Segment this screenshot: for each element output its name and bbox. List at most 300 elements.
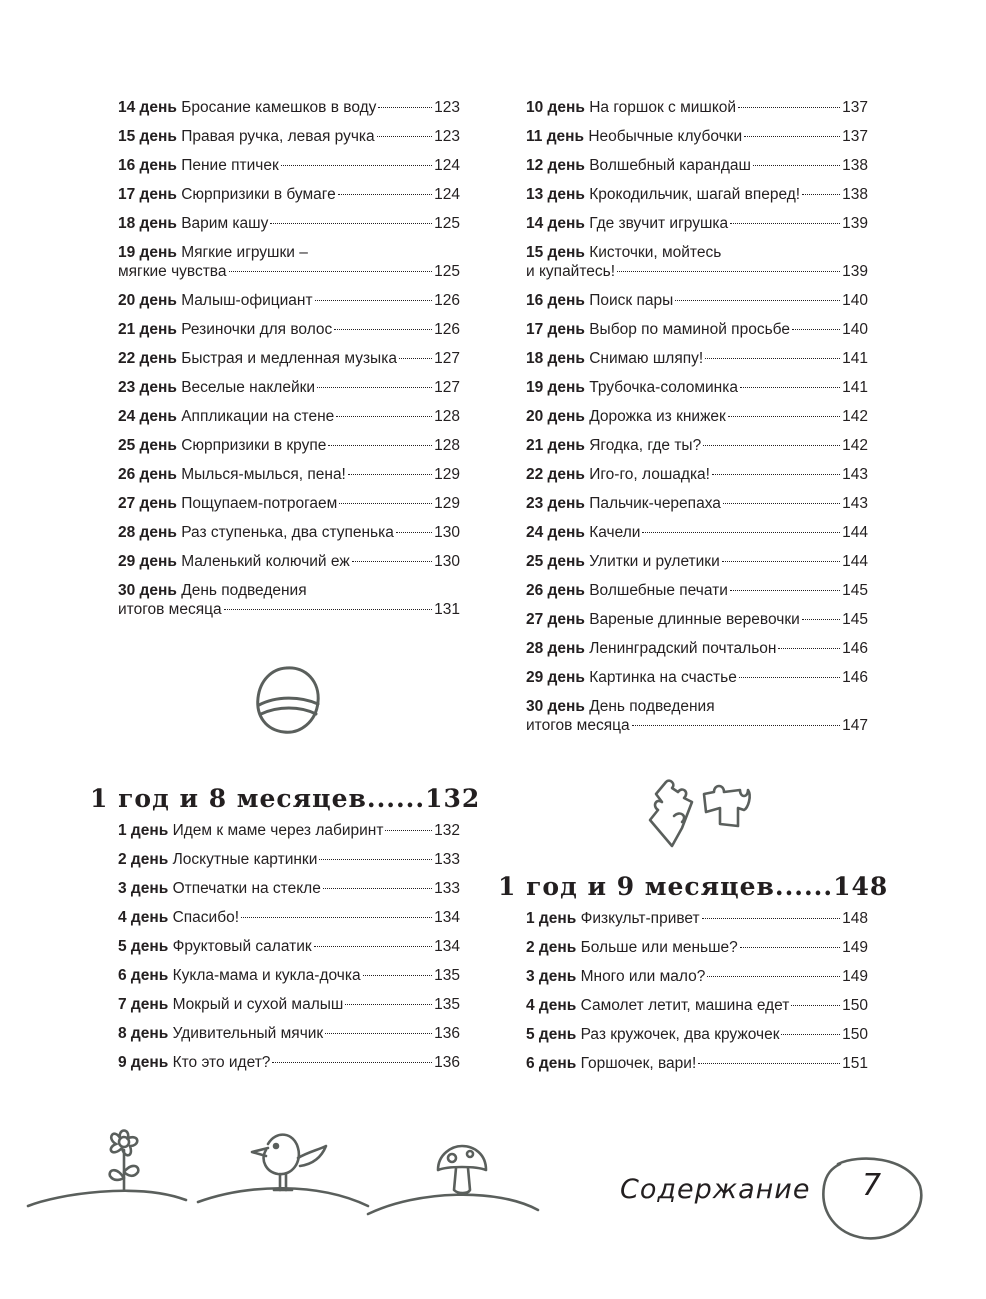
toc-entry-page: 133	[434, 851, 460, 868]
toc-entry-label	[118, 966, 361, 985]
toc-entry-day: 24 день	[118, 408, 177, 425]
toc-entry-page: 141	[842, 350, 868, 367]
toc-entry-leader	[319, 859, 432, 860]
toc-entry[interactable]	[118, 850, 460, 869]
toc-entry[interactable]	[118, 378, 460, 397]
toc-entry-leader	[348, 474, 432, 475]
toc-entry-title: Удивительный мячик	[172, 1025, 324, 1042]
toc-entry-leader	[723, 503, 840, 504]
toc-entry-label	[118, 127, 375, 146]
toc-entry-title: Трубочка-соломинка	[589, 379, 738, 396]
toc-entry-title: Бросание камешков в воду	[181, 99, 377, 116]
toc-entry-day: 16 день	[526, 292, 585, 309]
toc-entry[interactable]	[526, 581, 868, 600]
toc-entry-title: Ленинградский почтальон	[589, 640, 777, 657]
toc-entry-title: Раз ступенька, два ступенька	[181, 524, 394, 541]
toc-entry-page: 125	[434, 263, 460, 280]
toc-entry-label	[118, 552, 350, 571]
toc-entry[interactable]	[526, 668, 868, 687]
toc-entry-day: 8 день	[118, 1025, 169, 1042]
toc-entry-title: Сюрпризики в крупе	[181, 437, 327, 454]
toc-entry-day: 30 день	[118, 582, 177, 599]
toc-entry-title: Ягодка, где ты?	[589, 437, 702, 454]
toc-entry-title: Картинка на счастье	[589, 669, 737, 686]
toc-entry-title: Снимаю шляпу!	[589, 350, 704, 367]
toc-entry[interactable]	[118, 1024, 460, 1043]
toc-entry[interactable]	[526, 465, 868, 484]
flower-icon	[94, 1126, 154, 1216]
toc-entry-label	[526, 967, 705, 986]
toc-entry-label	[118, 185, 336, 204]
toc-entry-label	[526, 1025, 779, 1044]
toc-entry-label	[526, 436, 701, 455]
toc-entry-title: День подведения	[181, 582, 307, 599]
toc-entry-day: 30 день	[526, 698, 585, 715]
toc-entry-day: 6 день	[118, 967, 169, 984]
toc-entry-day: 17 день	[526, 321, 585, 338]
toc-entry-day: 6 день	[526, 1055, 577, 1072]
toc-entry-page: 142	[842, 408, 868, 425]
toc-entry-leader	[378, 107, 432, 108]
toc-entry[interactable]	[526, 552, 868, 571]
toc-entry-title-continued: и купайтесь!	[526, 263, 616, 280]
toc-entry-page: 125	[434, 215, 460, 232]
toc-entry[interactable]	[118, 98, 460, 117]
toc-entry-day: 21 день	[118, 321, 177, 338]
toc-entry-title-continued: мягкие чувства	[118, 263, 227, 280]
toc-entry-label	[118, 407, 334, 426]
toc-9-months-list	[526, 909, 868, 1083]
toc-entry-leader	[740, 387, 840, 388]
toc-entry-page: 143	[842, 466, 868, 483]
toc-entry-title: Волшебные печати	[589, 582, 728, 599]
toc-entry-title: Раз кружочек, два кружочек	[580, 1026, 780, 1043]
toc-entry-page: 149	[842, 968, 868, 985]
toc-entry-label	[118, 494, 337, 513]
toc-entry-title: Качели	[589, 524, 641, 541]
toc-entry-label	[526, 320, 790, 339]
toc-entry[interactable]	[118, 1053, 460, 1072]
toc-entry[interactable]	[526, 610, 868, 629]
toc-entry-page: 137	[842, 128, 868, 145]
toc-entry-page: 137	[842, 99, 868, 116]
toc-entry-label	[526, 407, 726, 426]
toc-entry-title: Кисточки, мойтесь	[589, 244, 722, 261]
toc-entry-page: 145	[842, 611, 868, 628]
toc-entry[interactable]	[118, 243, 460, 281]
toc-entry[interactable]	[118, 156, 460, 175]
toc-entry-leader	[396, 532, 432, 533]
toc-entry-page: 139	[842, 215, 868, 232]
toc-entry-day: 11 день	[526, 128, 585, 145]
toc-entry[interactable]	[526, 1054, 868, 1073]
toc-entry-day: 19 день	[526, 379, 585, 396]
toc-entry-page: 146	[842, 640, 868, 657]
toc-entry-page: 145	[842, 582, 868, 599]
toc-entry-title: Пение птичек	[181, 157, 279, 174]
toc-entry-title: Крокодильчик, шагай вперед!	[589, 186, 801, 203]
toc-entry-leader	[703, 445, 840, 446]
toc-entry[interactable]	[118, 349, 460, 368]
toc-entry-leader	[270, 223, 432, 224]
toc-entry-label	[118, 908, 239, 927]
toc-entry-page: 123	[434, 128, 460, 145]
toc-entry-page: 139	[842, 263, 868, 280]
toc-entry-label	[118, 821, 383, 840]
toc-entry-page: 138	[842, 157, 868, 174]
toc-entry-day: 5 день	[118, 938, 169, 955]
toc-entry[interactable]	[526, 436, 868, 455]
toc-entry-day: 21 день	[526, 437, 585, 454]
toc-entry-title: Самолет летит, машина едет	[580, 997, 790, 1014]
toc-entry-page: 128	[434, 437, 460, 454]
toc-entry[interactable]	[526, 996, 868, 1015]
toc-entry-label	[526, 1054, 696, 1073]
toc-entry-page: 140	[842, 321, 868, 338]
toc-entry-title: Маленький колючий еж	[181, 553, 350, 570]
toc-entry-label	[526, 156, 751, 175]
toc-entry-page: 127	[434, 350, 460, 367]
toc-entry[interactable]	[526, 407, 868, 426]
toc-entry-label	[118, 291, 313, 310]
toc-entry-title: Выбор по маминой просьбе	[589, 321, 790, 338]
toc-entry[interactable]	[526, 494, 868, 513]
mushroom-icon	[432, 1140, 492, 1200]
toc-entry-day: 20 день	[526, 408, 585, 425]
toc-entry-page: 150	[842, 1026, 868, 1043]
toc-entry-leader	[632, 725, 841, 726]
toc-entry[interactable]	[526, 214, 868, 233]
toc-entry-title: Спасибо!	[172, 909, 240, 926]
toc-entry-label	[526, 523, 640, 542]
toc-entry[interactable]	[118, 937, 460, 956]
toc-entry[interactable]	[118, 908, 460, 927]
toc-entry-day: 14 день	[118, 99, 177, 116]
toc-entry-title: Сюрпризики в бумаге	[181, 186, 336, 203]
toc-entry-leader	[642, 532, 840, 533]
toc-entry-leader	[617, 271, 840, 272]
toc-entry[interactable]	[118, 821, 460, 840]
toc-entry[interactable]	[526, 185, 868, 204]
toc-entry[interactable]	[118, 465, 460, 484]
toc-entry-day: 22 день	[526, 466, 585, 483]
toc-entry-leader	[328, 445, 432, 446]
toc-entry-leader	[314, 946, 432, 947]
toc-right-list	[526, 98, 868, 745]
toc-entry-day: 29 день	[526, 669, 585, 686]
toc-entry-title: Дорожка из книжек	[589, 408, 726, 425]
toc-entry-label	[526, 378, 738, 397]
toc-entry-title: Физкульт-привет	[580, 910, 700, 927]
toc-entry[interactable]	[526, 127, 868, 146]
toc-entry-title: Малыш-официант	[181, 292, 313, 309]
toc-entry-leader	[802, 194, 840, 195]
toc-entry-title: Варим кашу	[181, 215, 269, 232]
toc-entry-day: 29 день	[118, 553, 177, 570]
toc-entry[interactable]	[526, 291, 868, 310]
toc-entry-day: 17 день	[118, 186, 177, 203]
toc-entry-leader	[334, 329, 432, 330]
toc-entry-day: 23 день	[118, 379, 177, 396]
toc-entry-day: 26 день	[526, 582, 585, 599]
toc-entry-page: 144	[842, 553, 868, 570]
toc-entry-day: 4 день	[526, 997, 577, 1014]
toc-entry-title: День подведения	[589, 698, 715, 715]
toc-entry-leader	[317, 387, 432, 388]
toc-entry-page: 148	[842, 910, 868, 927]
toc-entry-label	[526, 185, 800, 204]
toc-entry[interactable]	[526, 909, 868, 928]
toc-entry-leader	[675, 300, 840, 301]
toc-entry-label	[118, 214, 268, 233]
toc-entry-label	[526, 996, 789, 1015]
toc-entry-title: Много или мало?	[580, 968, 706, 985]
toc-entry[interactable]	[526, 523, 868, 542]
toc-entry[interactable]	[118, 995, 460, 1014]
toc-entry-page: 146	[842, 669, 868, 686]
toc-entry-page: 140	[842, 292, 868, 309]
toc-entry-label	[526, 668, 737, 687]
toc-entry-page: 129	[434, 495, 460, 512]
toc-entry-page: 123	[434, 99, 460, 116]
toc-entry-page: 126	[434, 292, 460, 309]
toc-entry-leader	[345, 1004, 432, 1005]
toc-entry-page: 124	[434, 186, 460, 203]
toc-entry-leader	[712, 474, 840, 475]
toc-entry[interactable]	[118, 407, 460, 426]
toc-entry-day: 12 день	[526, 157, 585, 174]
toc-entry-label	[526, 639, 776, 658]
toc-entry-title: Пощупаем-потрогаем	[181, 495, 338, 512]
toc-entry-label	[118, 523, 394, 542]
section-title-8-months: 1 год и 8 месяцев......132	[90, 784, 481, 813]
toc-entry-label	[118, 937, 312, 956]
toc-entry-day: 15 день	[118, 128, 177, 145]
toc-entry[interactable]	[526, 967, 868, 986]
toc-entry[interactable]	[526, 639, 868, 658]
toc-entry-leader	[702, 918, 841, 919]
toc-entry-title: Правая ручка, левая ручка	[181, 128, 375, 145]
toc-entry-leader	[229, 271, 433, 272]
toc-entry-label	[526, 127, 742, 146]
section-title-9-months: 1 год и 9 месяцев......148	[498, 872, 889, 901]
toc-entry-leader	[698, 1063, 840, 1064]
toc-entry-page: 128	[434, 408, 460, 425]
toc-entry[interactable]	[118, 581, 460, 619]
toc-entry-leader	[730, 223, 840, 224]
toc-entry-label	[526, 938, 738, 957]
toc-entry-leader	[272, 1062, 432, 1063]
toc-entry-day: 24 день	[526, 524, 585, 541]
toc-entry-leader	[363, 975, 433, 976]
toc-entry-label	[526, 465, 710, 484]
toc-entry-label	[118, 1024, 323, 1043]
toc-entry-day: 13 день	[526, 186, 585, 203]
toc-entry-page: 127	[434, 379, 460, 396]
toc-entry-leader	[802, 619, 840, 620]
toc-entry-day: 22 день	[118, 350, 177, 367]
toc-entry-page: 138	[842, 186, 868, 203]
toc-entry-leader	[385, 830, 432, 831]
toc-entry[interactable]	[526, 243, 868, 281]
toc-entry-leader	[377, 136, 432, 137]
toc-entry-title: Поиск пары	[589, 292, 674, 309]
toc-entry-label	[118, 465, 346, 484]
toc-entry-title: Быстрая и медленная музыка	[181, 350, 397, 367]
toc-entry-title: Мокрый и сухой малыш	[172, 996, 344, 1013]
toc-entry-title: Кукла-мама и кукла-дочка	[172, 967, 361, 984]
toc-entry-title: Где звучит игрушка	[589, 215, 729, 232]
toc-entry-leader	[338, 194, 432, 195]
toc-entry[interactable]	[526, 697, 868, 735]
toc-entry[interactable]	[118, 436, 460, 455]
toc-entry-day: 1 день	[118, 822, 169, 839]
toc-entry-day: 3 день	[118, 880, 169, 897]
toc-entry[interactable]	[118, 879, 460, 898]
toc-entry[interactable]	[526, 938, 868, 957]
toc-entry[interactable]	[118, 185, 460, 204]
toc-entry-page: 132	[434, 822, 460, 839]
toc-entry-leader	[707, 976, 840, 977]
bird-icon	[246, 1128, 336, 1218]
toc-entry-page: 130	[434, 524, 460, 541]
toc-entry-day: 2 день	[526, 939, 577, 956]
toc-entry-label	[118, 850, 317, 869]
footer-section-label: Содержание	[620, 1174, 811, 1205]
toc-entry[interactable]	[118, 214, 460, 233]
toc-entry[interactable]	[118, 291, 460, 310]
toc-entry-day: 19 день	[118, 244, 177, 261]
toc-entry-page: 135	[434, 996, 460, 1013]
toc-entry-leader	[722, 561, 840, 562]
toc-entry-page: 134	[434, 938, 460, 955]
toc-entry-label	[118, 320, 332, 339]
toc-entry[interactable]	[118, 552, 460, 571]
toc-8-months-list	[118, 821, 460, 1082]
toc-entry-title: Горшочек, вари!	[580, 1055, 697, 1072]
toc-entry-title: Мылься-мылься, пена!	[181, 466, 346, 483]
toc-entry-label	[118, 436, 326, 455]
toc-entry-page: 149	[842, 939, 868, 956]
toc-entry-title: Необычные клубочки	[588, 128, 743, 145]
toc-entry-label	[526, 610, 800, 629]
toc-entry-day: 25 день	[526, 553, 585, 570]
toc-entry[interactable]	[526, 378, 868, 397]
toc-entry-title-continued: итогов месяца	[526, 717, 630, 734]
toc-entry-title: Веселые наклейки	[181, 379, 316, 396]
toc-entry-day: 18 день	[526, 350, 585, 367]
toc-entry[interactable]	[118, 966, 460, 985]
toc-entry[interactable]	[118, 127, 460, 146]
toc-entry-page: 124	[434, 157, 460, 174]
toc-entry-day: 7 день	[118, 996, 169, 1013]
toc-entry-page: 135	[434, 967, 460, 984]
toc-entry-leader	[728, 416, 840, 417]
toc-entry-title: Волшебный карандаш	[589, 157, 751, 174]
toc-entry-title: На горшок с мишкой	[589, 99, 737, 116]
toc-entry-day: 4 день	[118, 909, 169, 926]
toc-entry-leader	[224, 609, 433, 610]
toc-entry-day: 27 день	[118, 495, 177, 512]
toc-entry-leader	[339, 503, 432, 504]
toc-entry-day: 25 день	[118, 437, 177, 454]
toc-entry-title: Аппликации на стене	[181, 408, 335, 425]
toc-entry-leader	[781, 1034, 840, 1035]
toc-entry-leader	[352, 561, 432, 562]
toc-entry-page: 147	[842, 717, 868, 734]
toc-entry-label	[118, 378, 315, 397]
toc-entry-label	[526, 494, 721, 513]
toc-entry-page: 129	[434, 466, 460, 483]
toc-entry-day: 1 день	[526, 910, 577, 927]
toc-entry-day: 16 день	[118, 157, 177, 174]
toc-entry-page: 136	[434, 1054, 460, 1071]
toc-entry-leader	[705, 358, 840, 359]
toc-entry-day: 3 день	[526, 968, 577, 985]
toc-entry-page: 151	[842, 1055, 868, 1072]
toc-entry-page: 142	[842, 437, 868, 454]
toc-entry-day: 28 день	[118, 524, 177, 541]
toc-entry-day: 15 день	[526, 244, 585, 261]
toc-entry-day: 20 день	[118, 292, 177, 309]
toc-entry-label	[526, 909, 700, 928]
ball-icon	[248, 660, 328, 740]
toc-entry-leader	[241, 917, 432, 918]
toc-entry[interactable]	[526, 1025, 868, 1044]
toc-entry-page: 134	[434, 909, 460, 926]
toc-entry-title: Резиночки для волос	[181, 321, 333, 338]
toc-entry-title: Лоскутные картинки	[172, 851, 318, 868]
toc-entry[interactable]	[526, 349, 868, 368]
toc-entry-label	[118, 98, 376, 117]
toc-entry-day: 28 день	[526, 640, 585, 657]
toc-entry-label	[118, 995, 343, 1014]
toc-entry[interactable]	[118, 494, 460, 513]
toc-entry-title-continued: итогов месяца	[118, 601, 222, 618]
puzzle-pieces-icon	[644, 772, 754, 852]
toc-entry[interactable]	[526, 98, 868, 117]
toc-entry[interactable]	[118, 320, 460, 339]
toc-entry-title: Мягкие игрушки –	[181, 244, 308, 261]
toc-entry[interactable]	[118, 523, 460, 542]
toc-entry-title: Иго-го, лошадка!	[589, 466, 710, 483]
toc-entry-leader	[730, 590, 840, 591]
toc-entry[interactable]	[526, 320, 868, 339]
toc-entry-label	[526, 581, 728, 600]
toc-entry-title: Кто это идет?	[172, 1054, 271, 1071]
toc-entry-leader	[399, 358, 432, 359]
toc-entry-label	[526, 552, 720, 571]
toc-entry-leader	[325, 1033, 432, 1034]
toc-entry-title: Больше или меньше?	[580, 939, 738, 956]
toc-entry-leader	[315, 300, 433, 301]
toc-entry-leader	[744, 136, 840, 137]
toc-entry-day: 27 день	[526, 611, 585, 628]
toc-entry-day: 26 день	[118, 466, 177, 483]
toc-entry-title: Вареные длинные веревочки	[589, 611, 800, 628]
toc-entry-title: Фруктовый салатик	[172, 938, 312, 955]
toc-entry-label	[526, 349, 703, 368]
toc-entry-day: 10 день	[526, 99, 585, 116]
toc-entry[interactable]	[526, 156, 868, 175]
toc-entry-page: 126	[434, 321, 460, 338]
toc-entry-title: Отпечатки на стекле	[172, 880, 321, 897]
toc-entry-day: 23 день	[526, 495, 585, 512]
toc-entry-label	[118, 1053, 270, 1072]
toc-entry-leader	[740, 947, 840, 948]
toc-entry-page: 131	[434, 601, 460, 618]
toc-entry-page: 141	[842, 379, 868, 396]
